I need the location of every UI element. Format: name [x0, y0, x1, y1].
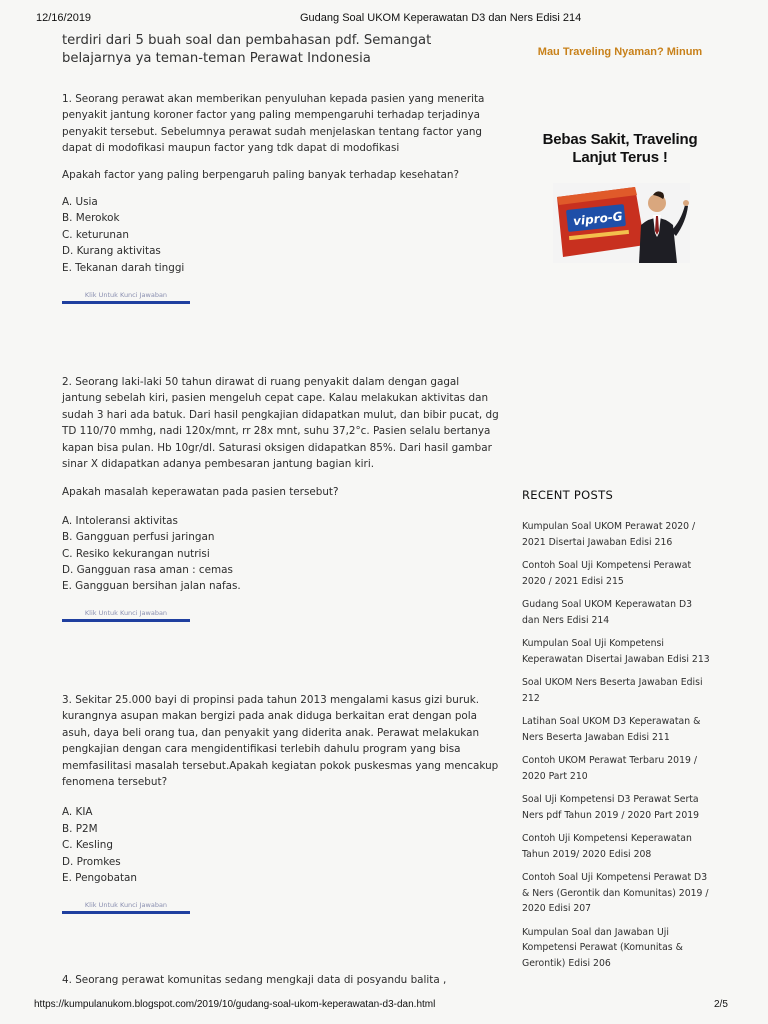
option-a: A. Usia	[62, 196, 98, 209]
print-page-number: 2/5	[714, 999, 728, 1010]
recent-post-link[interactable]: Contoh Soal Uji Kompetensi Perawat 2020 / 2021 Edisi 215	[522, 560, 692, 587]
answer-key-link[interactable]: Klik Untuk Kunci Jawaban	[62, 609, 190, 622]
print-url: https://kumpulanukom.blogspot.com/2019/10/gudang-soal-ukom-keperawatan-d3-dan.html	[34, 999, 436, 1010]
recent-posts-list	[522, 519, 712, 979]
option-e: E. Pengobatan	[62, 872, 137, 885]
recent-post-link[interactable]: Soal UKOM Ners Beserta Jawaban Edisi 212	[522, 677, 703, 704]
ad-tagline: Mau Traveling Nyaman? Minum	[537, 46, 703, 58]
question-4	[62, 972, 502, 988]
person-hand	[683, 200, 689, 206]
question-text: 1. Seorang perawat akan memberikan penyuluhan kepada pasien yang menerita penyakit jantung koroner factor yang paling mempengaruhi terhadap terjadinya penyakit tersebut. Sebelumnya perawat sudah menjelaskan tentang factor yang dapat di modofikasi maupun factor yang tdk dapat di modofikasi	[62, 93, 485, 155]
recent-post-link[interactable]: Kumpulan Soal dan Jawaban Uji Kompetensi Perawat (Komunitas & Gerontik) Edisi 206	[522, 926, 683, 969]
question-text: 3. Sekitar 25.000 bayi di propinsi pada tahun 2013 mengalami kasus gizi buruk. kurangnya asupan makan bergizi pada anak diduga berkaitan erat dengan pola asuh, daya beli orang tua, dan penyakit yang diderita anak. Perawat melakukan pengkajian dengan cara mengidentifikasi terlebih dahulu program yang bisa memfasilitasi masalah tersebut.Apakah kegiatan pokok puskesmas yang mencakup fenomena tersebut?	[62, 694, 499, 789]
product-name: vipro-G	[572, 209, 624, 229]
option-e: E. Tekanan darah tinggi	[62, 261, 185, 274]
recent-posts-title: RECENT POSTS	[522, 488, 614, 502]
ad-product-image[interactable]	[553, 183, 690, 263]
recent-post-link[interactable]: Gudang Soal UKOM Keperawatan D3 dan Ners Edisi 214	[522, 599, 693, 626]
option-a: A. Intoleransi aktivitas	[62, 514, 178, 527]
option-list	[62, 194, 502, 276]
option-a: A. KIA	[62, 806, 93, 819]
question-prompt: Apakah masalah keperawatan pada pasien tersebut?	[62, 486, 339, 499]
answer-key-link[interactable]: Klik Untuk Kunci Jawaban	[62, 291, 190, 304]
option-d: D. Promkes	[62, 855, 121, 868]
option-c: C. Kesling	[62, 839, 113, 852]
question-text: 2. Seorang laki-laki 50 tahun dirawat di ruang penyakit dalam dengan gagal jantung sebelah kiri, pasien mengeluh cepat cape. Kalau melakukan aktivitas dan sudah 3 hari ada batuk. Dari hasil pengkajian didapatkan mulut, dan bibir pucat, dg TD 110/70 mmhg, nadi 120x/mnt, rr 28x mnt, suhu 37,2°c. Pasien selalu bertanya kapan bisa pulan. Hb 10gr/dl. Saturasi oksigen didapatkan 85%. Dari hasil gambar sinar X didapatkan adanya pembesaran jantung bagian kiri.	[62, 376, 499, 471]
option-list	[62, 804, 502, 886]
option-e: E. Gangguan bersihan jalan nafas.	[62, 580, 241, 593]
option-b: B. Merokok	[62, 212, 120, 225]
question-2	[62, 374, 502, 622]
option-d: D. Kurang aktivitas	[62, 245, 161, 258]
option-c: C. Resiko kekurangan nutrisi	[62, 547, 210, 560]
recent-post-link[interactable]: Soal Uji Kompetensi D3 Perawat Serta Ners pdf Tahun 2019 / 2020 Part 2019	[522, 794, 700, 821]
question-1	[62, 91, 502, 304]
question-3	[62, 692, 502, 914]
option-c: C. keturunan	[62, 228, 129, 241]
recent-post-link[interactable]: Latihan Soal UKOM D3 Keperawatan & Ners Beserta Jawaban Edisi 211	[522, 716, 701, 743]
print-title: Gudang Soal UKOM Keperawatan D3 dan Ners Edisi 214	[300, 12, 582, 24]
recent-post-link[interactable]: Contoh Uji Kompetensi Keperawatan Tahun 2019/ 2020 Edisi 208	[522, 833, 692, 860]
answer-key-link[interactable]: Klik Untuk Kunci Jawaban	[62, 901, 190, 914]
intro-text: terdiri dari 5 buah soal dan pembahasan pdf. Semangat belajarnya ya teman-teman Perawat Indonesia	[62, 33, 432, 66]
option-d: D. Gangguan rasa aman : cemas	[62, 564, 233, 577]
option-b: B. Gangguan perfusi jaringan	[62, 531, 215, 544]
recent-post-link[interactable]: Contoh UKOM Perawat Terbaru 2019 / 2020 Part 210	[522, 755, 698, 782]
ad-headline: Bebas Sakit, Traveling Lanjut Terus !	[542, 131, 698, 166]
option-list	[62, 513, 502, 595]
option-b: B. P2M	[62, 822, 98, 835]
question-text: 4. Seorang perawat komunitas sedang mengkaji data di posyandu balita ,	[62, 974, 447, 986]
question-prompt: Apakah factor yang paling berpengaruh paling banyak terhadap kesehatan?	[62, 168, 459, 181]
recent-post-link[interactable]: Kumpulan Soal Uji Kompetensi Keperawatan Disertai Jawaban Edisi 213	[522, 638, 710, 665]
recent-post-link[interactable]: Contoh Soal Uji Kompetensi Perawat D3 & Ners (Gerontik dan Komunitas) 2019 / 2020 Edisi 207	[522, 872, 709, 914]
recent-post-link[interactable]: Kumpulan Soal UKOM Perawat 2020 / 2021 Disertai Jawaban Edisi 216	[522, 521, 696, 548]
print-date: 12/16/2019	[36, 12, 92, 24]
